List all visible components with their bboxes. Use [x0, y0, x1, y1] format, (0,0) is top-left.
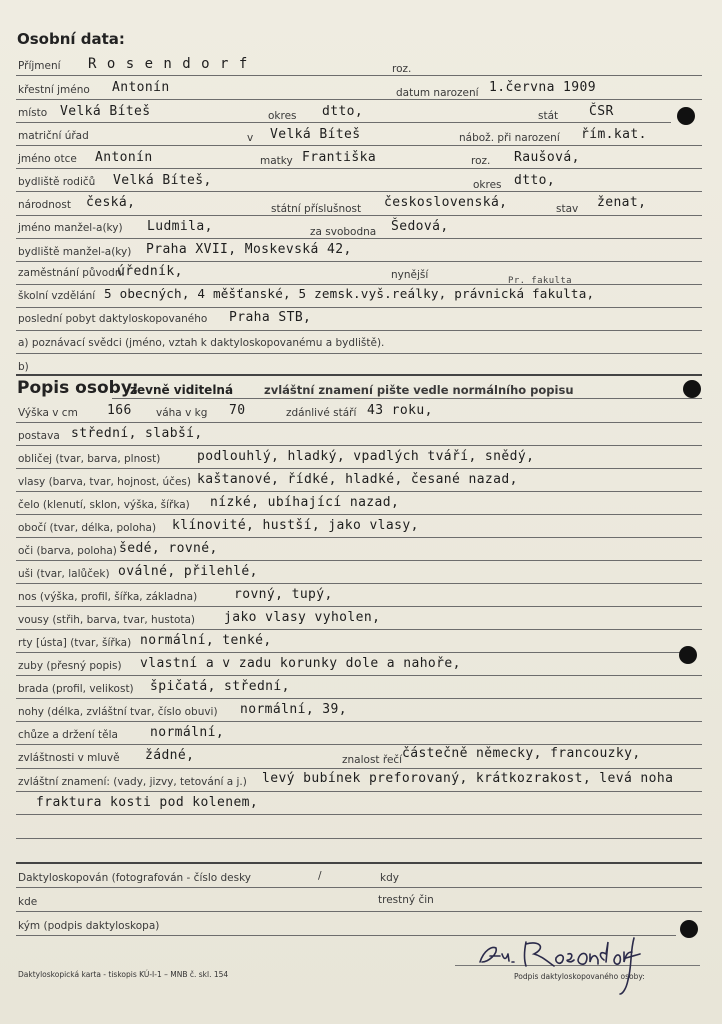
line	[16, 911, 702, 912]
occupation-original-label: zaměstnání původní	[18, 267, 125, 279]
district-label: okres	[268, 110, 297, 122]
marital-status-label: stav	[556, 203, 579, 215]
birth-date-value: 1.června 1909	[489, 80, 596, 95]
parents-district-value: dtto,	[514, 173, 556, 188]
hair-label: vlasy (barva, tvar, hojnost, účes)	[18, 476, 191, 488]
mother-maiden-label: roz.	[471, 155, 491, 167]
mother-label: matky	[260, 155, 293, 167]
slash-label: /	[318, 870, 322, 882]
spouse-residence-label: bydliště manžel-a(ky)	[18, 246, 132, 258]
birthplace-value: Velká Bíteš	[60, 104, 151, 119]
born-as-label: roz.	[392, 63, 412, 75]
father-name-label: jméno otce	[18, 153, 77, 165]
line	[16, 560, 702, 561]
line	[16, 422, 702, 423]
marital-status-value: ženat,	[597, 195, 647, 210]
section-divider	[16, 374, 702, 376]
registry-office-label: matriční úřad	[18, 130, 89, 142]
father-name-value: Antonín	[95, 150, 153, 165]
birthplace-label: místo	[18, 107, 48, 119]
line	[16, 168, 702, 169]
parents-residence-label: bydliště rodičů	[18, 176, 96, 188]
line	[16, 307, 702, 308]
ears-label: uši (tvar, lalůček)	[18, 568, 110, 580]
state-label: stát	[538, 110, 559, 122]
height-value: 166	[107, 403, 132, 418]
line	[16, 468, 702, 469]
line	[16, 606, 702, 607]
punch-hole	[683, 380, 701, 398]
line	[16, 583, 702, 584]
line	[16, 791, 702, 792]
birth-date-label: datum narození	[396, 87, 479, 99]
line	[16, 445, 702, 446]
parents-district-label: okres	[473, 179, 502, 191]
line	[16, 721, 702, 722]
hair-value: kaštanové, řídké, hladké, česané nazad,	[197, 472, 518, 487]
line	[16, 675, 702, 676]
special-marks-value-cont: fraktura kosti pod kolenem,	[36, 795, 259, 810]
witnesses-a-label: a) poznávací svědci (jméno, vztah k daktyloskopovanému a bydliště).	[18, 337, 385, 349]
eyes-value: šedé, rovné,	[119, 541, 218, 556]
description-heading: Popis osoby:	[17, 378, 139, 398]
beard-label: vousy (střih, barva, tvar, hustota)	[18, 614, 196, 626]
legs-value: normální, 39,	[240, 702, 347, 717]
education-label: školní vzdělání	[18, 290, 96, 302]
surname-label: Příjmení	[18, 60, 61, 72]
parents-residence-value: Velká Bíteš,	[113, 173, 212, 188]
citizenship-value: československá,	[384, 195, 508, 210]
first-name-label: křestní jméno	[18, 84, 90, 96]
forehead-label: čelo (klenutí, sklon, výška, šířka)	[18, 499, 190, 511]
teeth-label: zuby (přesný popis)	[18, 660, 122, 672]
lips-label: rty [ústa] (tvar, šířka)	[18, 637, 132, 649]
occupation-original-value: úředník,	[117, 264, 183, 279]
legs-label: nohy (délka, zvláštní tvar, číslo obuvi)	[18, 706, 218, 718]
nose-value: rovný, tupý,	[234, 587, 333, 602]
punch-hole	[679, 646, 697, 664]
form-code: Daktyloskopická karta - tiskopis KÚ-I-1 – MNB č. skl. 154	[18, 970, 229, 979]
spouse-residence-value: Praha XVII, Moskevská 42,	[146, 242, 352, 257]
signature-caption: Podpis daktyloskopovaného osoby:	[514, 972, 645, 981]
punch-hole	[677, 107, 695, 125]
line	[16, 537, 702, 538]
eyebrows-label: obočí (tvar, délka, poloha)	[18, 522, 157, 534]
nationality-label: národnost	[18, 199, 71, 211]
first-name-value: Antonín	[112, 80, 170, 95]
line	[16, 768, 702, 769]
line	[16, 330, 702, 331]
forehead-value: nízké, ubíhající nazad,	[210, 495, 400, 510]
line	[16, 814, 702, 815]
registry-in-label: v	[247, 132, 254, 144]
line	[16, 491, 702, 492]
nationality-value: česká,	[86, 195, 136, 210]
spouse-maiden-label: za svobodna	[310, 226, 377, 238]
line	[16, 261, 702, 262]
weight-label: váha v kg	[156, 407, 208, 419]
when-label: kdy	[380, 872, 399, 884]
occupation-current-label: nynější	[391, 269, 429, 281]
spouse-name-value: Ludmila,	[147, 219, 213, 234]
citizenship-label: státní příslušnost	[271, 203, 362, 215]
beard-value: jako vlasy vyholen,	[224, 610, 381, 625]
religion-value: řím.kat.	[581, 127, 647, 142]
punch-hole	[680, 920, 698, 938]
line	[112, 398, 702, 399]
line	[16, 744, 702, 745]
special-marks-note: zvláštní znamení pište vedle normálního popisu	[264, 383, 574, 397]
gait-value: normální,	[150, 725, 225, 740]
line	[16, 215, 702, 216]
section-divider	[16, 862, 702, 864]
special-marks-value: levý bubínek preforovaný, krátkozrakost, levá noha	[262, 771, 674, 786]
line	[16, 652, 686, 653]
line	[16, 698, 702, 699]
line	[16, 887, 702, 888]
state-value: ČSR	[589, 104, 614, 119]
where-label: kde	[18, 896, 38, 908]
build-label: postava	[18, 430, 60, 442]
religion-label: nábož. při narození	[459, 132, 560, 144]
face-label: obličej (tvar, barva, plnost)	[18, 453, 161, 465]
apparent-age-value: 43 roku,	[367, 403, 433, 418]
chin-value: špičatá, střední,	[150, 679, 290, 694]
special-marks-label: zvláštní znamení: (vady, jizvy, tetování a j.)	[18, 776, 247, 788]
teeth-value: vlastní a v zadu korunky dole a nahoře,	[140, 656, 461, 671]
line	[16, 122, 671, 123]
line	[16, 629, 702, 630]
line	[16, 99, 702, 100]
visible-note: zevně viditelná	[130, 383, 234, 397]
last-residence-label: poslední pobyt daktyloskopovaného	[18, 313, 208, 325]
education-value: 5 obecných, 4 měšťanské, 5 zemsk.vyš.reálky, právnická fakulta,	[104, 286, 595, 301]
mother-value: Františka	[302, 150, 377, 165]
gait-label: chůze a držení těla	[18, 729, 118, 741]
line	[16, 353, 702, 354]
eyebrows-value: klínovité, hustší, jako vlasy,	[172, 518, 419, 533]
surname-value: R o s e n d o r f	[88, 56, 249, 72]
last-residence-value: Praha STB,	[229, 310, 312, 325]
face-value: podlouhlý, hladký, vpadlých tváří, snědý,	[197, 449, 535, 464]
line	[16, 75, 702, 76]
ears-value: oválné, přilehlé,	[118, 564, 258, 579]
line	[16, 514, 702, 515]
chin-label: brada (profil, velikost)	[18, 683, 134, 695]
apparent-age-label: zdánlivé stáří	[286, 407, 357, 419]
line	[16, 838, 702, 839]
education-overtype: Pr. fakulta	[508, 276, 573, 286]
spouse-maiden-value: Šedová,	[391, 219, 449, 234]
speech-label: zvláštnosti v mluvě	[18, 752, 120, 764]
line	[16, 145, 702, 146]
nose-label: nos (výška, profil, šířka, základna)	[18, 591, 198, 603]
personal-data-heading: Osobní data:	[17, 30, 125, 48]
registry-office-value: Velká Bíteš	[270, 127, 361, 142]
signature-image	[476, 932, 644, 996]
build-value: střední, slabší,	[71, 426, 203, 441]
witnesses-b-label: b)	[18, 361, 29, 373]
lips-value: normální, tenké,	[140, 633, 272, 648]
line	[16, 191, 702, 192]
speech-value: žádné,	[145, 748, 195, 763]
eyes-label: oči (barva, poloha)	[18, 545, 117, 557]
line	[16, 238, 702, 239]
district-value: dtto,	[322, 104, 364, 119]
spouse-name-label: jméno manžel-a(ky)	[18, 222, 123, 234]
languages-label: znalost řečí	[342, 754, 403, 766]
crime-label: trestný čin	[378, 894, 434, 906]
line	[16, 284, 702, 285]
by-whom-label: kým (podpis daktyloskopa)	[18, 920, 160, 932]
fingerprinted-label: Daktyloskopován (fotografován - číslo desky	[18, 872, 252, 884]
height-label: Výška v cm	[18, 407, 78, 419]
weight-value: 70	[229, 403, 246, 418]
languages-value: částečně německy, francouzky,	[402, 746, 641, 761]
mother-maiden-value: Raušová,	[514, 150, 580, 165]
